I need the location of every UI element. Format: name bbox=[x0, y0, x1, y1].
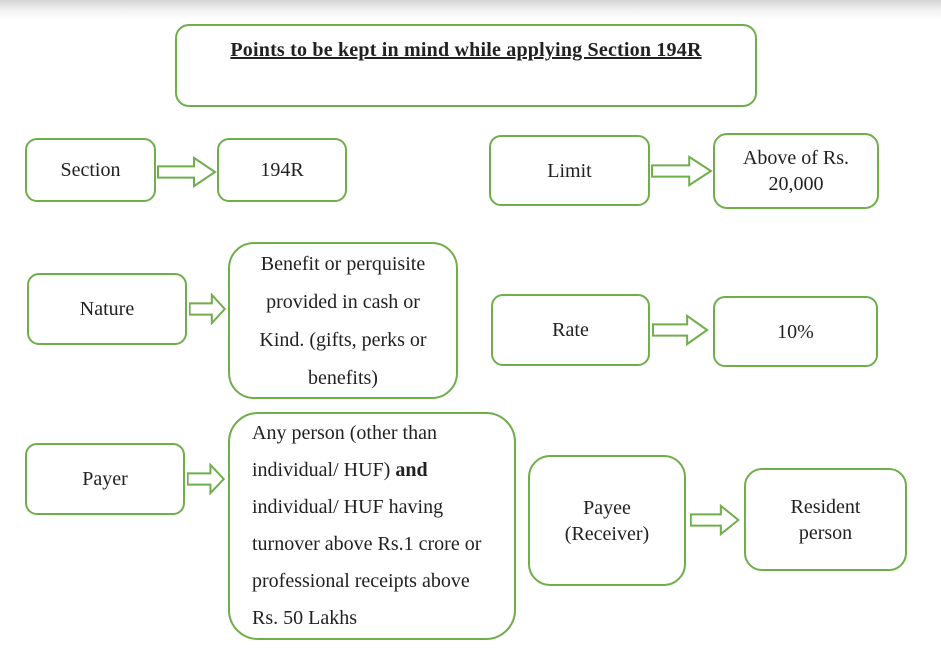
node-payer-value bbox=[228, 412, 516, 640]
top-gradient-strip bbox=[0, 0, 941, 20]
right-arrow-icon bbox=[652, 314, 709, 346]
right-arrow-icon bbox=[157, 156, 217, 188]
node-rate-value bbox=[713, 296, 878, 367]
node-nature-label bbox=[27, 273, 187, 345]
right-arrow-icon bbox=[690, 504, 740, 536]
node-label-text: Rate bbox=[552, 319, 589, 341]
node-label-text: Section bbox=[60, 159, 121, 181]
node-nature-value bbox=[228, 242, 458, 399]
node-label-text: Payee (Receiver) bbox=[564, 496, 650, 545]
node-payee-value bbox=[744, 468, 907, 571]
node-value-text: Any person (other than individual/ HUF) and individual/ HUF having turnover above Rs.1 crore or professional receipts above Rs. 50 Lakhs bbox=[252, 422, 482, 629]
node-payee-label bbox=[528, 455, 686, 586]
node-value-text: Above of Rs. 20,000 bbox=[742, 147, 850, 195]
title-box bbox=[175, 24, 757, 107]
node-section-label bbox=[25, 138, 156, 202]
right-arrow-icon bbox=[651, 155, 713, 187]
right-arrow-icon bbox=[189, 293, 226, 325]
node-payer-label bbox=[25, 443, 185, 515]
page-title: Points to be kept in mind while applying Section 194R bbox=[230, 39, 702, 61]
node-label-text: Payer bbox=[82, 468, 128, 490]
node-limit-value bbox=[713, 133, 879, 209]
node-rate-label bbox=[491, 294, 650, 366]
node-label-text: Nature bbox=[79, 298, 135, 320]
node-limit-label bbox=[489, 135, 650, 206]
node-label-text: Limit bbox=[547, 159, 592, 182]
node-value-text: Resident person bbox=[790, 495, 861, 544]
node-value-text: 10% bbox=[777, 320, 814, 343]
node-section-value bbox=[217, 138, 347, 202]
bold-and-text: and bbox=[395, 459, 428, 481]
node-value-text: Benefit or perquisite provided in cash or Kind. (gifts, perks or benefits) bbox=[259, 252, 427, 389]
right-arrow-icon bbox=[187, 463, 225, 495]
node-value-text: 194R bbox=[260, 159, 304, 181]
